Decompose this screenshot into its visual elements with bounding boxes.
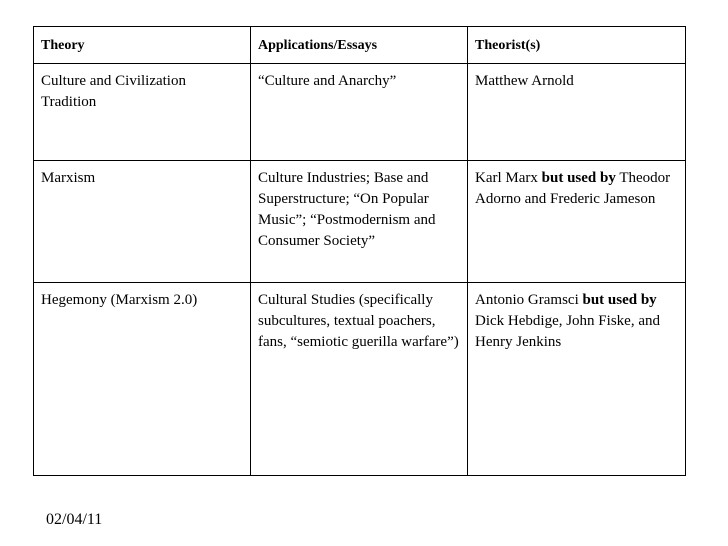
cell-theory: Culture and Civilization Tradition: [34, 64, 251, 161]
theorist-text: Karl Marx: [475, 170, 542, 186]
theorist-connector: but used by: [541, 170, 616, 186]
slide-date: 02/04/11: [46, 511, 103, 528]
cell-theorists: [468, 64, 686, 161]
header-theory: Theory: [34, 27, 251, 64]
header-theorists: Theorist(s): [468, 27, 686, 64]
cell-theory: Marxism: [34, 161, 251, 283]
theory-table: [33, 26, 686, 476]
cell-applications: Cultural Studies (specifically subcultures, textual poachers, fans, “semiotic guerilla warfare”): [251, 283, 468, 476]
theorist-text: Matthew Arnold: [475, 73, 574, 89]
cell-applications: Culture Industries; Base and Superstructure; “On Popular Music”; “Postmodernism and Consumer Society”: [251, 161, 468, 283]
cell-theorists: [468, 161, 686, 283]
table-header-row: [34, 27, 686, 64]
cell-theorists: [468, 283, 686, 476]
cell-applications: “Culture and Anarchy”: [251, 64, 468, 161]
theorist-text: Antonio Gramsci: [475, 292, 583, 308]
table-row: [34, 161, 686, 283]
theorist-text: Dick Hebdige, John Fiske, and Henry Jenkins: [475, 313, 660, 350]
cell-theory: Hegemony (Marxism 2.0): [34, 283, 251, 476]
table-row: [34, 64, 686, 161]
table-row: [34, 283, 686, 476]
theorist-connector: but used by: [582, 292, 657, 308]
theorist-text: Theodor Adorno and Frederic Jameson: [475, 170, 671, 207]
header-applications: Applications/Essays: [251, 27, 468, 64]
